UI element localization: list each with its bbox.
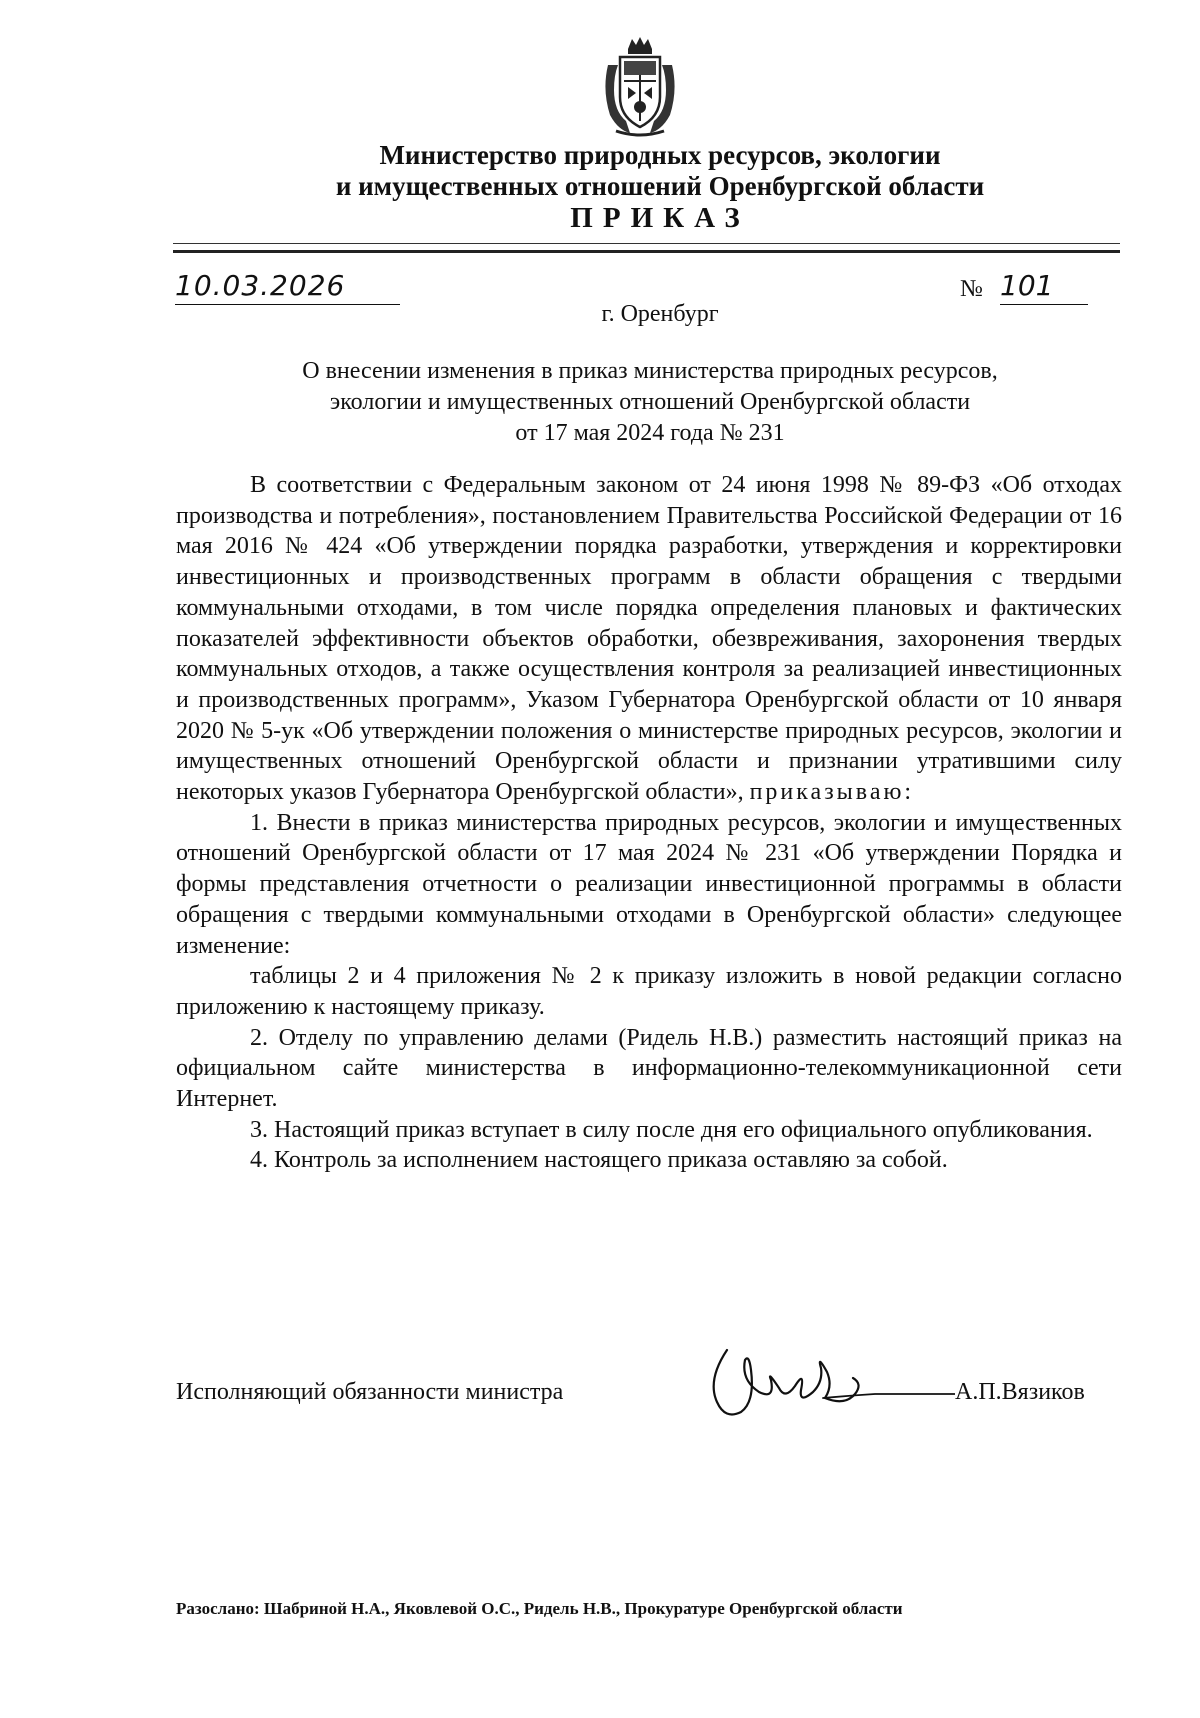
- item-1-sub: таблицы 2 и 4 приложения № 2 к приказу изложить в новой редакции согласно приложению к настоящему приказу.: [176, 963, 1122, 1020]
- header-divider-thick: [173, 250, 1120, 253]
- item-4: 4. Контроль за исполнением настоящего приказа оставляю за собой.: [250, 1147, 948, 1174]
- subject-line2: экологии и имущественных отношений Оренбургской области: [329, 389, 971, 415]
- item-3: 3. Настоящий приказ вступает в силу после дня его официального опубликования.: [250, 1116, 1093, 1143]
- subject-line3: от 17 мая 2024 года № 231: [515, 420, 785, 446]
- ministry-name-line1: Министерство природных ресурсов, экологии: [379, 140, 941, 170]
- preamble-text: В соответствии с Федеральным законом от 24 июня 1998 № 89-ФЗ «Об отходах производства и потребления», постановлением Правительства Российской Федерации от 16 мая 2016 № 424 «Об утверждении порядка разработки, утверждения и корректировки инвестиционных и производственных программ в области обращения с твердыми коммунальными отходами, в том числе порядка определения плановых и фактических показателей эффективности объектов обработки, обезвреживания, захоронения твердых коммунальных отходов, а также осуществления контроля за реализацией инвестиционных и производственных программ», Указом Губернатора Оренбургской области от 10 января 2020 № 5-ук «Об утверждении положения о министерстве природных ресурсов, экологии и имущественных отношений Оренбургской области и признании утратившими силу некоторых указов Губернатора Оренбургской области»,: [176, 472, 1122, 806]
- order-word: приказываю:: [749, 779, 915, 806]
- order-number-label: №: [960, 276, 983, 302]
- order-subject: [230, 356, 1070, 449]
- city: г. Оренбург: [601, 301, 719, 327]
- header-divider-thin: [173, 243, 1120, 244]
- order-body: [176, 470, 1122, 1176]
- item-2: 2. Отделу по управлению делами (Ридель Н.В.) разместить настоящий приказ на официальном сайте министерства в информационно-телекоммуникационной сети Интернет.: [176, 1024, 1122, 1113]
- order-number-field: [960, 270, 1120, 304]
- ministry-name: [300, 140, 1020, 202]
- subject-line1: О внесении изменения в приказ министерства природных ресурсов,: [302, 358, 998, 384]
- signatory-name: А.П.Вязиков: [955, 1379, 1085, 1405]
- coat-of-arms-icon: [600, 35, 680, 137]
- preamble-paragraph: [176, 470, 1122, 808]
- order-number: 101: [1000, 270, 1088, 305]
- signatory-role: Исполняющий обязанности министра: [176, 1379, 564, 1405]
- handwritten-signature: [705, 1340, 955, 1430]
- item-1: 1. Внести в приказ министерства природных ресурсов, экологии и имущественных отношений Оренбургской области от 17 мая 2024 № 231 «Об утверждении Порядка и формы представления отчетности о реализации инвестиционной программы в области обращения с твердыми коммунальными отходами в Оренбургской области» следующее изменение:: [176, 809, 1122, 959]
- order-date: 10.03.2026: [175, 270, 400, 305]
- document-title: ПРИКАЗ: [570, 202, 750, 234]
- distribution-list: Разослано: Шабриной Н.А., Яковлевой О.С., Ридель Н.В., Прокуратуре Оренбургской области: [176, 1599, 903, 1618]
- ministry-name-line2: и имущественных отношений Оренбургской области: [335, 171, 985, 201]
